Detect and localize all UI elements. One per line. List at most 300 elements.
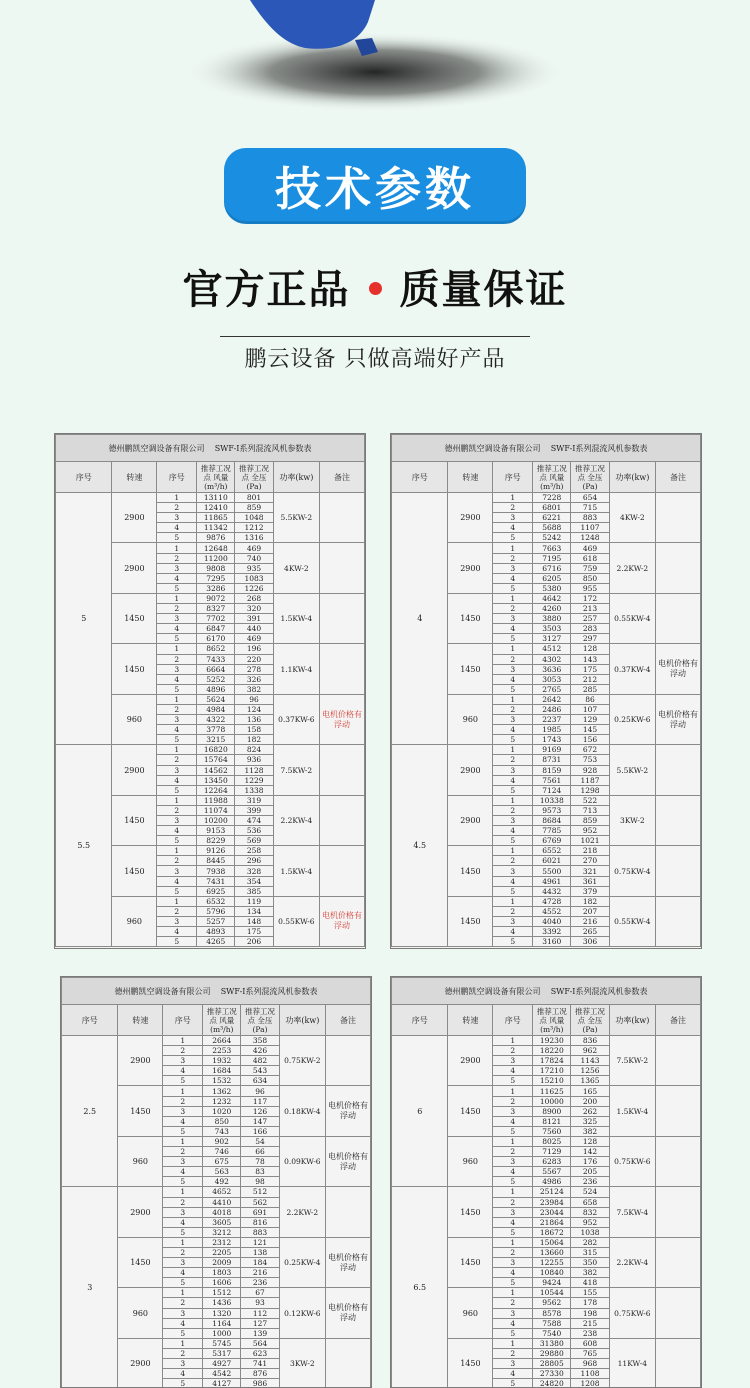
row-index-cell: 5 [493, 634, 533, 644]
pressure-cell: 319 [235, 795, 273, 805]
airflow-cell: 1743 [533, 735, 571, 745]
table-row [56, 745, 365, 755]
airflow-cell: 3605 [203, 1217, 241, 1227]
column-header: 序号 [157, 462, 197, 493]
speed-cell: 2900 [448, 543, 493, 593]
note-cell [320, 745, 365, 795]
fan-product-image [0, 0, 750, 130]
airflow-cell: 4040 [533, 916, 571, 926]
pressure-cell: 128 [571, 1136, 609, 1146]
pressure-cell: 262 [571, 1106, 609, 1116]
airflow-cell: 4896 [197, 684, 235, 694]
column-header: 推荐工况点 风量(m³/h) [197, 462, 235, 493]
airflow-cell: 7560 [533, 1126, 571, 1136]
row-index-cell: 5 [157, 785, 197, 795]
pressure-cell: 379 [571, 886, 609, 896]
pressure-cell: 176 [571, 1157, 609, 1167]
note-cell [656, 1136, 701, 1186]
airflow-cell: 6769 [533, 836, 571, 846]
airflow-cell: 2765 [533, 684, 571, 694]
row-index-cell: 5 [493, 583, 533, 593]
airflow-cell: 3286 [197, 583, 235, 593]
row-index-cell: 1 [163, 1187, 203, 1197]
row-index-cell: 3 [493, 1207, 533, 1217]
row-index-cell: 4 [493, 775, 533, 785]
note-cell [656, 1036, 701, 1086]
airflow-cell: 6801 [533, 503, 571, 513]
power-cell: 0.37KW-6 [273, 694, 320, 744]
note-cell [656, 846, 701, 896]
column-header: 功率(kw) [273, 462, 320, 493]
airflow-cell: 2237 [533, 715, 571, 725]
speed-cell: 1450 [448, 1187, 493, 1237]
note-cell [656, 745, 701, 795]
model-cell: 5 [56, 493, 112, 745]
row-index-cell: 5 [493, 684, 533, 694]
row-index-cell: 4 [493, 1369, 533, 1379]
row-index-cell: 2 [493, 1096, 533, 1106]
row-index-cell: 2 [163, 1096, 203, 1106]
pressure-cell: 117 [241, 1096, 279, 1106]
column-header: 序号 [493, 462, 533, 493]
airflow-cell: 13660 [533, 1247, 571, 1257]
row-index-cell: 1 [493, 1187, 533, 1197]
row-index-cell: 4 [493, 876, 533, 886]
row-index-cell: 4 [157, 624, 197, 634]
column-header: 功率(kw) [609, 462, 656, 493]
speed-cell: 2900 [112, 745, 157, 795]
model-cell: 6 [392, 1036, 448, 1187]
note-cell [656, 1086, 701, 1136]
airflow-cell: 3392 [533, 927, 571, 937]
airflow-cell: 8900 [533, 1106, 571, 1116]
note-cell [656, 543, 701, 593]
pressure-cell: 172 [571, 593, 609, 603]
row-index-cell: 1 [157, 493, 197, 503]
airflow-cell: 12264 [197, 785, 235, 795]
table-row [62, 1187, 371, 1197]
airflow-cell: 4927 [203, 1359, 241, 1369]
speed-cell: 1450 [448, 1237, 493, 1287]
row-index-cell: 2 [493, 1147, 533, 1157]
pressure-cell: 265 [571, 927, 609, 937]
row-index-cell: 5 [493, 533, 533, 543]
airflow-cell: 1532 [203, 1076, 241, 1086]
airflow-cell: 28805 [533, 1359, 571, 1369]
row-index-cell: 2 [493, 1298, 533, 1308]
airflow-cell: 6283 [533, 1157, 571, 1167]
pressure-cell: 713 [571, 805, 609, 815]
row-index-cell: 4 [157, 523, 197, 533]
airflow-cell: 27330 [533, 1369, 571, 1379]
row-index-cell: 2 [493, 1197, 533, 1207]
pressure-cell: 128 [571, 644, 609, 654]
column-header: 转速 [448, 1005, 493, 1036]
pressure-cell: 1143 [571, 1056, 609, 1066]
pressure-cell: 178 [571, 1298, 609, 1308]
speed-cell: 1450 [448, 846, 493, 896]
airflow-cell: 5745 [203, 1338, 241, 1348]
speed-cell: 960 [118, 1288, 163, 1338]
company-name: 德州鹏凯空调设备有限公司 [108, 443, 205, 453]
speed-cell: 1450 [112, 593, 157, 643]
speed-cell: 2900 [448, 795, 493, 845]
note-cell [326, 1036, 371, 1086]
pressure-cell: 236 [241, 1278, 279, 1288]
note-cell [320, 795, 365, 845]
airflow-cell: 7540 [533, 1328, 571, 1338]
airflow-cell: 4018 [203, 1207, 241, 1217]
airflow-cell: 2009 [203, 1258, 241, 1268]
slogan-left: 官方正品 [182, 267, 351, 313]
speed-cell: 1450 [448, 896, 493, 946]
pressure-cell: 320 [235, 604, 273, 614]
airflow-cell: 9424 [533, 1278, 571, 1288]
pressure-cell: 112 [241, 1308, 279, 1318]
company-name: 德州鹏凯空调设备有限公司 [444, 443, 541, 453]
pressure-cell: 67 [241, 1288, 279, 1298]
table-title-row [392, 435, 701, 462]
airflow-cell: 10200 [197, 816, 235, 826]
power-cell: 3KW-2 [279, 1338, 326, 1388]
airflow-cell: 3053 [533, 674, 571, 684]
row-index-cell: 5 [157, 735, 197, 745]
airflow-cell: 4322 [197, 715, 235, 725]
row-index-cell: 3 [157, 614, 197, 624]
pressure-cell: 107 [571, 704, 609, 714]
row-index-cell: 3 [157, 765, 197, 775]
row-index-cell: 3 [493, 563, 533, 573]
airflow-cell: 850 [203, 1116, 241, 1126]
company-name: 德州鹏凯空调设备有限公司 [114, 986, 211, 996]
airflow-cell: 5257 [197, 916, 235, 926]
row-index-cell: 2 [157, 553, 197, 563]
note-cell: 电机价格有浮动 [656, 694, 701, 744]
airflow-cell: 9562 [533, 1298, 571, 1308]
power-cell: 7.5KW-2 [273, 745, 320, 795]
pressure-cell: 218 [571, 846, 609, 856]
row-index-cell: 5 [157, 886, 197, 896]
row-index-cell: 2 [157, 755, 197, 765]
table-row [56, 493, 365, 503]
table-title [392, 978, 701, 1005]
speed-cell: 2900 [118, 1187, 163, 1237]
airflow-cell: 746 [203, 1147, 241, 1157]
row-index-cell: 4 [163, 1066, 203, 1076]
row-index-cell: 5 [157, 583, 197, 593]
row-index-cell: 5 [163, 1177, 203, 1187]
power-cell: 2.2KW-2 [609, 543, 656, 593]
row-index-cell: 4 [493, 1318, 533, 1328]
pressure-cell: 536 [235, 826, 273, 836]
row-index-cell: 3 [157, 816, 197, 826]
airflow-cell: 563 [203, 1167, 241, 1177]
row-index-cell: 5 [163, 1379, 203, 1388]
airflow-cell: 6925 [197, 886, 235, 896]
airflow-cell: 3503 [533, 624, 571, 634]
row-index-cell: 2 [493, 856, 533, 866]
row-index-cell: 1 [493, 745, 533, 755]
airflow-cell: 9169 [533, 745, 571, 755]
note-cell [320, 644, 365, 694]
airflow-cell: 5796 [197, 906, 235, 916]
airflow-cell: 7431 [197, 876, 235, 886]
row-index-cell: 3 [163, 1308, 203, 1318]
row-index-cell: 4 [493, 826, 533, 836]
row-index-cell: 3 [493, 866, 533, 876]
pressure-cell: 200 [571, 1096, 609, 1106]
row-index-cell: 1 [493, 593, 533, 603]
pressure-cell: 1021 [571, 836, 609, 846]
section-tag: 技术参数 [224, 148, 526, 224]
pressure-cell: 236 [571, 1177, 609, 1187]
airflow-cell: 12255 [533, 1258, 571, 1268]
airflow-cell: 4260 [533, 604, 571, 614]
row-index-cell: 3 [157, 866, 197, 876]
airflow-cell: 13450 [197, 775, 235, 785]
pressure-cell: 184 [241, 1258, 279, 1268]
pressure-cell: 1208 [571, 1379, 609, 1388]
airflow-cell: 13110 [197, 493, 235, 503]
row-index-cell: 5 [493, 886, 533, 896]
row-index-cell: 4 [493, 523, 533, 533]
column-header: 序号 [493, 1005, 533, 1036]
row-index-cell: 3 [157, 563, 197, 573]
table-row [392, 745, 701, 755]
airflow-cell: 23984 [533, 1197, 571, 1207]
pressure-cell: 212 [571, 674, 609, 684]
airflow-cell: 6221 [533, 513, 571, 523]
airflow-cell: 9876 [197, 533, 235, 543]
row-index-cell: 2 [163, 1046, 203, 1056]
table-header-row [392, 462, 701, 493]
row-index-cell: 1 [493, 1136, 533, 1146]
param-table-panel-3 [60, 976, 372, 1388]
airflow-cell: 2205 [203, 1247, 241, 1257]
speed-cell: 2900 [112, 493, 157, 543]
pressure-cell: 1298 [571, 785, 609, 795]
pressure-cell: 166 [241, 1126, 279, 1136]
power-cell: 0.75KW-6 [609, 1136, 656, 1186]
model-cell: 4.5 [392, 745, 448, 947]
row-index-cell: 4 [493, 1116, 533, 1126]
airflow-cell: 5317 [203, 1348, 241, 1358]
column-header: 推荐工况点 全压(Pa) [571, 1005, 609, 1036]
pressure-cell: 753 [571, 755, 609, 765]
speed-cell: 960 [112, 694, 157, 744]
model-cell: 4 [392, 493, 448, 745]
param-table [391, 434, 701, 947]
row-index-cell: 4 [163, 1217, 203, 1227]
column-header: 序号 [392, 1005, 448, 1036]
power-cell: 0.55KW-4 [609, 593, 656, 643]
pressure-cell: 148 [235, 916, 273, 926]
row-index-cell: 1 [163, 1086, 203, 1096]
row-index-cell: 3 [493, 715, 533, 725]
row-index-cell: 5 [493, 937, 533, 947]
row-index-cell: 2 [493, 553, 533, 563]
column-header: 推荐工况点 风量(m³/h) [533, 1005, 571, 1036]
pressure-cell: 207 [571, 906, 609, 916]
airflow-cell: 15210 [533, 1076, 571, 1086]
pressure-cell: 569 [235, 836, 273, 846]
row-index-cell: 5 [163, 1278, 203, 1288]
airflow-cell: 7129 [533, 1147, 571, 1157]
airflow-cell: 29880 [533, 1348, 571, 1358]
power-cell: 2.2KW-4 [273, 795, 320, 845]
pressure-cell: 278 [235, 664, 273, 674]
row-index-cell: 5 [157, 634, 197, 644]
airflow-cell: 3636 [533, 664, 571, 674]
airflow-cell: 4542 [203, 1369, 241, 1379]
pressure-cell: 1048 [235, 513, 273, 523]
row-index-cell: 4 [493, 1268, 533, 1278]
airflow-cell: 25124 [533, 1187, 571, 1197]
row-index-cell: 3 [163, 1106, 203, 1116]
power-cell: 0.75KW-4 [609, 846, 656, 896]
row-index-cell: 5 [157, 937, 197, 947]
row-index-cell: 4 [157, 674, 197, 684]
row-index-cell: 1 [157, 694, 197, 704]
row-index-cell: 5 [493, 735, 533, 745]
row-index-cell: 1 [157, 644, 197, 654]
speed-cell: 1450 [112, 846, 157, 896]
airflow-cell: 902 [203, 1136, 241, 1146]
row-index-cell: 1 [493, 644, 533, 654]
pressure-cell: 968 [571, 1359, 609, 1369]
airflow-cell: 7195 [533, 553, 571, 563]
row-index-cell: 3 [493, 1106, 533, 1116]
note-cell [656, 1237, 701, 1287]
pressure-cell: 1316 [235, 533, 273, 543]
pressure-cell: 440 [235, 624, 273, 634]
param-table [391, 977, 701, 1388]
airflow-cell: 15764 [197, 755, 235, 765]
pressure-cell: 270 [571, 856, 609, 866]
pressure-cell: 86 [571, 694, 609, 704]
column-header: 转速 [118, 1005, 163, 1036]
airflow-cell: 17210 [533, 1066, 571, 1076]
row-index-cell: 2 [163, 1348, 203, 1358]
airflow-cell: 10338 [533, 795, 571, 805]
pressure-cell: 469 [235, 543, 273, 553]
row-index-cell: 4 [157, 927, 197, 937]
row-index-cell: 4 [163, 1116, 203, 1126]
row-index-cell: 3 [157, 664, 197, 674]
airflow-cell: 4512 [533, 644, 571, 654]
airflow-cell: 2312 [203, 1237, 241, 1247]
airflow-cell: 10544 [533, 1288, 571, 1298]
airflow-cell: 8025 [533, 1136, 571, 1146]
row-index-cell: 1 [163, 1338, 203, 1348]
pressure-cell: 955 [571, 583, 609, 593]
airflow-cell: 1000 [203, 1328, 241, 1338]
row-index-cell: 1 [493, 896, 533, 906]
pressure-cell: 564 [241, 1338, 279, 1348]
pressure-cell: 691 [241, 1207, 279, 1217]
pressure-cell: 418 [571, 1278, 609, 1288]
airflow-cell: 7228 [533, 493, 571, 503]
row-index-cell: 1 [493, 1338, 533, 1348]
row-index-cell: 1 [157, 846, 197, 856]
pressure-cell: 426 [241, 1046, 279, 1056]
power-cell: 0.55KW-4 [609, 896, 656, 946]
pressure-cell: 78 [241, 1157, 279, 1167]
airflow-cell: 3160 [533, 937, 571, 947]
pressure-cell: 474 [235, 816, 273, 826]
speed-cell: 1450 [118, 1237, 163, 1287]
power-cell: 5.5KW-2 [609, 745, 656, 795]
power-cell: 4KW-2 [273, 543, 320, 593]
pressure-cell: 832 [571, 1207, 609, 1217]
airflow-cell: 7561 [533, 775, 571, 785]
airflow-cell: 4410 [203, 1197, 241, 1207]
pressure-cell: 1338 [235, 785, 273, 795]
airflow-cell: 4642 [533, 593, 571, 603]
table-header-row [62, 1005, 371, 1036]
airflow-cell: 2486 [533, 704, 571, 714]
airflow-cell: 8445 [197, 856, 235, 866]
row-index-cell: 2 [163, 1197, 203, 1207]
airflow-cell: 7124 [533, 785, 571, 795]
airflow-cell: 5380 [533, 583, 571, 593]
row-index-cell: 1 [493, 1237, 533, 1247]
airflow-cell: 11865 [197, 513, 235, 523]
pressure-cell: 138 [241, 1247, 279, 1257]
row-index-cell: 1 [493, 1288, 533, 1298]
pressure-cell: 326 [235, 674, 273, 684]
column-header: 序号 [163, 1005, 203, 1036]
red-dot-icon [369, 282, 382, 295]
airflow-cell: 3127 [533, 634, 571, 644]
note-cell [326, 1338, 371, 1388]
power-cell: 0.09KW-6 [279, 1136, 326, 1186]
airflow-cell: 6532 [197, 896, 235, 906]
pressure-cell: 382 [571, 1268, 609, 1278]
row-index-cell: 4 [157, 826, 197, 836]
speed-cell: 1450 [118, 1086, 163, 1136]
column-header: 转速 [112, 462, 157, 493]
column-header: 转速 [448, 462, 493, 493]
airflow-cell: 1436 [203, 1298, 241, 1308]
pressure-cell: 936 [235, 755, 273, 765]
airflow-cell: 19230 [533, 1036, 571, 1046]
pressure-cell: 1248 [571, 533, 609, 543]
row-index-cell: 1 [493, 846, 533, 856]
airflow-cell: 12648 [197, 543, 235, 553]
pressure-cell: 391 [235, 614, 273, 624]
row-index-cell: 4 [163, 1167, 203, 1177]
note-cell [320, 493, 365, 543]
power-cell: 1.5KW-4 [273, 593, 320, 643]
pressure-cell: 96 [235, 694, 273, 704]
airflow-cell: 6664 [197, 664, 235, 674]
speed-cell: 2900 [448, 745, 493, 795]
row-index-cell: 5 [493, 1126, 533, 1136]
row-index-cell: 3 [493, 1056, 533, 1066]
row-index-cell: 1 [157, 543, 197, 553]
row-index-cell: 4 [157, 573, 197, 583]
table-title-row [56, 435, 365, 462]
pressure-cell: 512 [241, 1187, 279, 1197]
airflow-cell: 8578 [533, 1308, 571, 1318]
airflow-cell: 7433 [197, 654, 235, 664]
airflow-cell: 4552 [533, 906, 571, 916]
power-cell: 5.5KW-2 [273, 493, 320, 543]
note-cell [320, 846, 365, 896]
pressure-cell: 358 [241, 1036, 279, 1046]
power-cell: 7.5KW-4 [609, 1187, 656, 1237]
